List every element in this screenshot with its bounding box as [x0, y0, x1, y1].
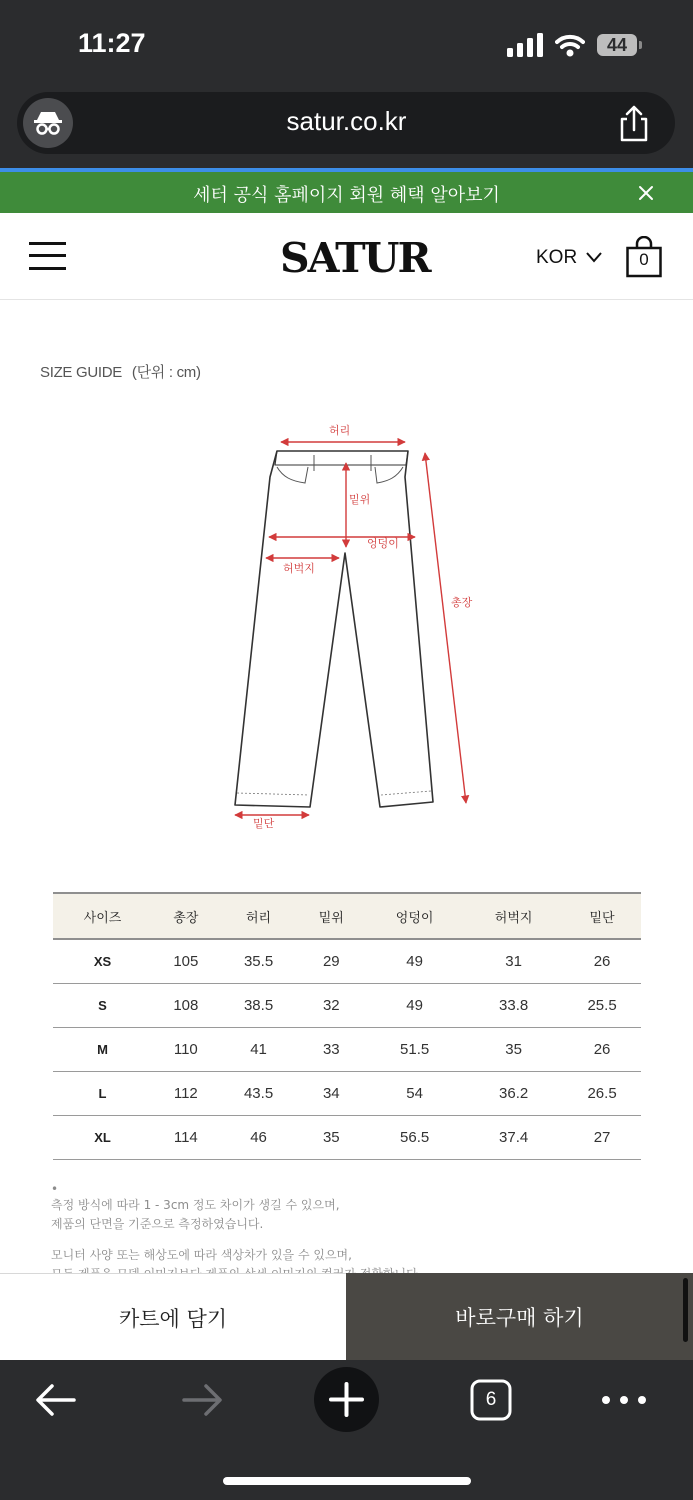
table-header-row — [53, 893, 641, 939]
home-indicator[interactable] — [223, 1477, 471, 1485]
plus-icon — [314, 1367, 379, 1432]
note-bullet: • — [51, 1182, 59, 1196]
table-cell: S — [53, 984, 152, 1028]
table-cell: 31 — [464, 939, 563, 984]
waist-label: 허리 — [329, 424, 351, 437]
url-text[interactable]: satur.co.kr — [286, 106, 407, 136]
cellular-signal-icon — [507, 33, 543, 57]
forward-arrow-icon[interactable] — [180, 1382, 224, 1418]
table-header: 허리 — [220, 893, 298, 939]
cart-count[interactable]: 0 — [639, 250, 649, 269]
table-cell: L — [53, 1072, 152, 1116]
table-cell: 35.5 — [220, 939, 298, 984]
table-cell: 108 — [152, 984, 220, 1028]
tab-count[interactable]: 6 — [485, 1389, 497, 1410]
table-cell: 26 — [563, 1028, 641, 1072]
table-cell: 46 — [220, 1116, 298, 1160]
add-to-cart-button[interactable]: 카트에 담기 — [0, 1273, 346, 1361]
table-cell: 33.8 — [464, 984, 563, 1028]
table-cell: 26.5 — [563, 1072, 641, 1116]
battery-level: 44 — [606, 35, 628, 55]
buy-now-button[interactable]: 바로구매 하기 — [346, 1273, 693, 1360]
table-cell: 49 — [365, 939, 464, 984]
table-cell: M — [53, 1028, 152, 1072]
size-note: 제품의 단면을 기준으로 측정하였습니다. — [51, 1217, 264, 1231]
table-cell: 32 — [297, 984, 365, 1028]
table-cell: 114 — [152, 1116, 220, 1160]
size-guide-title — [40, 361, 201, 382]
incognito-button[interactable] — [23, 98, 73, 148]
new-tab-button[interactable] — [314, 1367, 379, 1432]
incognito-icon — [23, 98, 73, 148]
table-row — [53, 1028, 641, 1072]
table-cell: 35 — [297, 1116, 365, 1160]
hem-label: 밑단 — [253, 817, 275, 830]
battery-icon — [597, 34, 643, 58]
close-icon[interactable] — [636, 183, 656, 203]
color-note: 모니터 사양 또는 해상도에 따라 색상차가 있을 수 있으며, — [51, 1248, 352, 1262]
promo-banner-text[interactable]: 세터 공식 홈페이지 회원 혜택 알아보기 — [193, 185, 500, 206]
table-header: 사이즈 — [53, 893, 152, 939]
table-cell: 56.5 — [365, 1116, 464, 1160]
table-row — [53, 1116, 641, 1160]
table-row — [53, 1072, 641, 1116]
table-cell: 110 — [152, 1028, 220, 1072]
thigh-label: 허벅지 — [283, 562, 315, 575]
table-cell: 105 — [152, 939, 220, 984]
back-arrow-icon[interactable] — [34, 1382, 78, 1418]
share-icon[interactable] — [614, 104, 654, 144]
table-cell: 112 — [152, 1072, 220, 1116]
table-cell: 36.2 — [464, 1072, 563, 1116]
table-cell: 37.4 — [464, 1116, 563, 1160]
site-logo[interactable]: SATUR — [280, 234, 430, 282]
table-cell: 34 — [297, 1072, 365, 1116]
table-row — [53, 984, 641, 1028]
chevron-down-icon[interactable] — [586, 251, 602, 263]
more-options-icon[interactable] — [600, 1391, 648, 1409]
size-table — [53, 892, 641, 1160]
size-note: 측정 방식에 따라 1 - 3cm 정도 차이가 생길 수 있으며, — [51, 1198, 340, 1212]
table-cell: 54 — [365, 1072, 464, 1116]
table-cell: 49 — [365, 984, 464, 1028]
hip-label: 엉덩이 — [367, 537, 399, 550]
table-row — [53, 939, 641, 984]
wifi-icon — [555, 33, 585, 57]
table-cell: 33 — [297, 1028, 365, 1072]
menu-icon[interactable] — [29, 241, 66, 271]
table-cell: XS — [53, 939, 152, 984]
table-cell: 35 — [464, 1028, 563, 1072]
size-guide-unit: (단위 : cm) — [131, 364, 201, 381]
table-cell: 25.5 — [563, 984, 641, 1028]
scrollbar-thumb[interactable] — [683, 1278, 688, 1342]
table-cell: 38.5 — [220, 984, 298, 1028]
rise-label: 밑위 — [349, 493, 371, 506]
table-header: 엉덩이 — [365, 893, 464, 939]
language-selector[interactable]: KOR — [536, 247, 578, 268]
length-label: 총장 — [451, 596, 473, 609]
table-header: 밑위 — [297, 893, 365, 939]
table-cell: 29 — [297, 939, 365, 984]
table-cell: 43.5 — [220, 1072, 298, 1116]
table-cell: 26 — [563, 939, 641, 984]
table-header: 밑단 — [563, 893, 641, 939]
table-cell: 51.5 — [365, 1028, 464, 1072]
table-header: 총장 — [152, 893, 220, 939]
pants-measurement-diagram — [225, 415, 485, 835]
table-cell: XL — [53, 1116, 152, 1160]
table-header: 허벅지 — [464, 893, 563, 939]
table-cell: 41 — [220, 1028, 298, 1072]
size-guide-heading: SIZE GUIDE — [40, 364, 123, 381]
table-cell: 27 — [563, 1116, 641, 1160]
status-time: 11:27 — [78, 28, 146, 58]
